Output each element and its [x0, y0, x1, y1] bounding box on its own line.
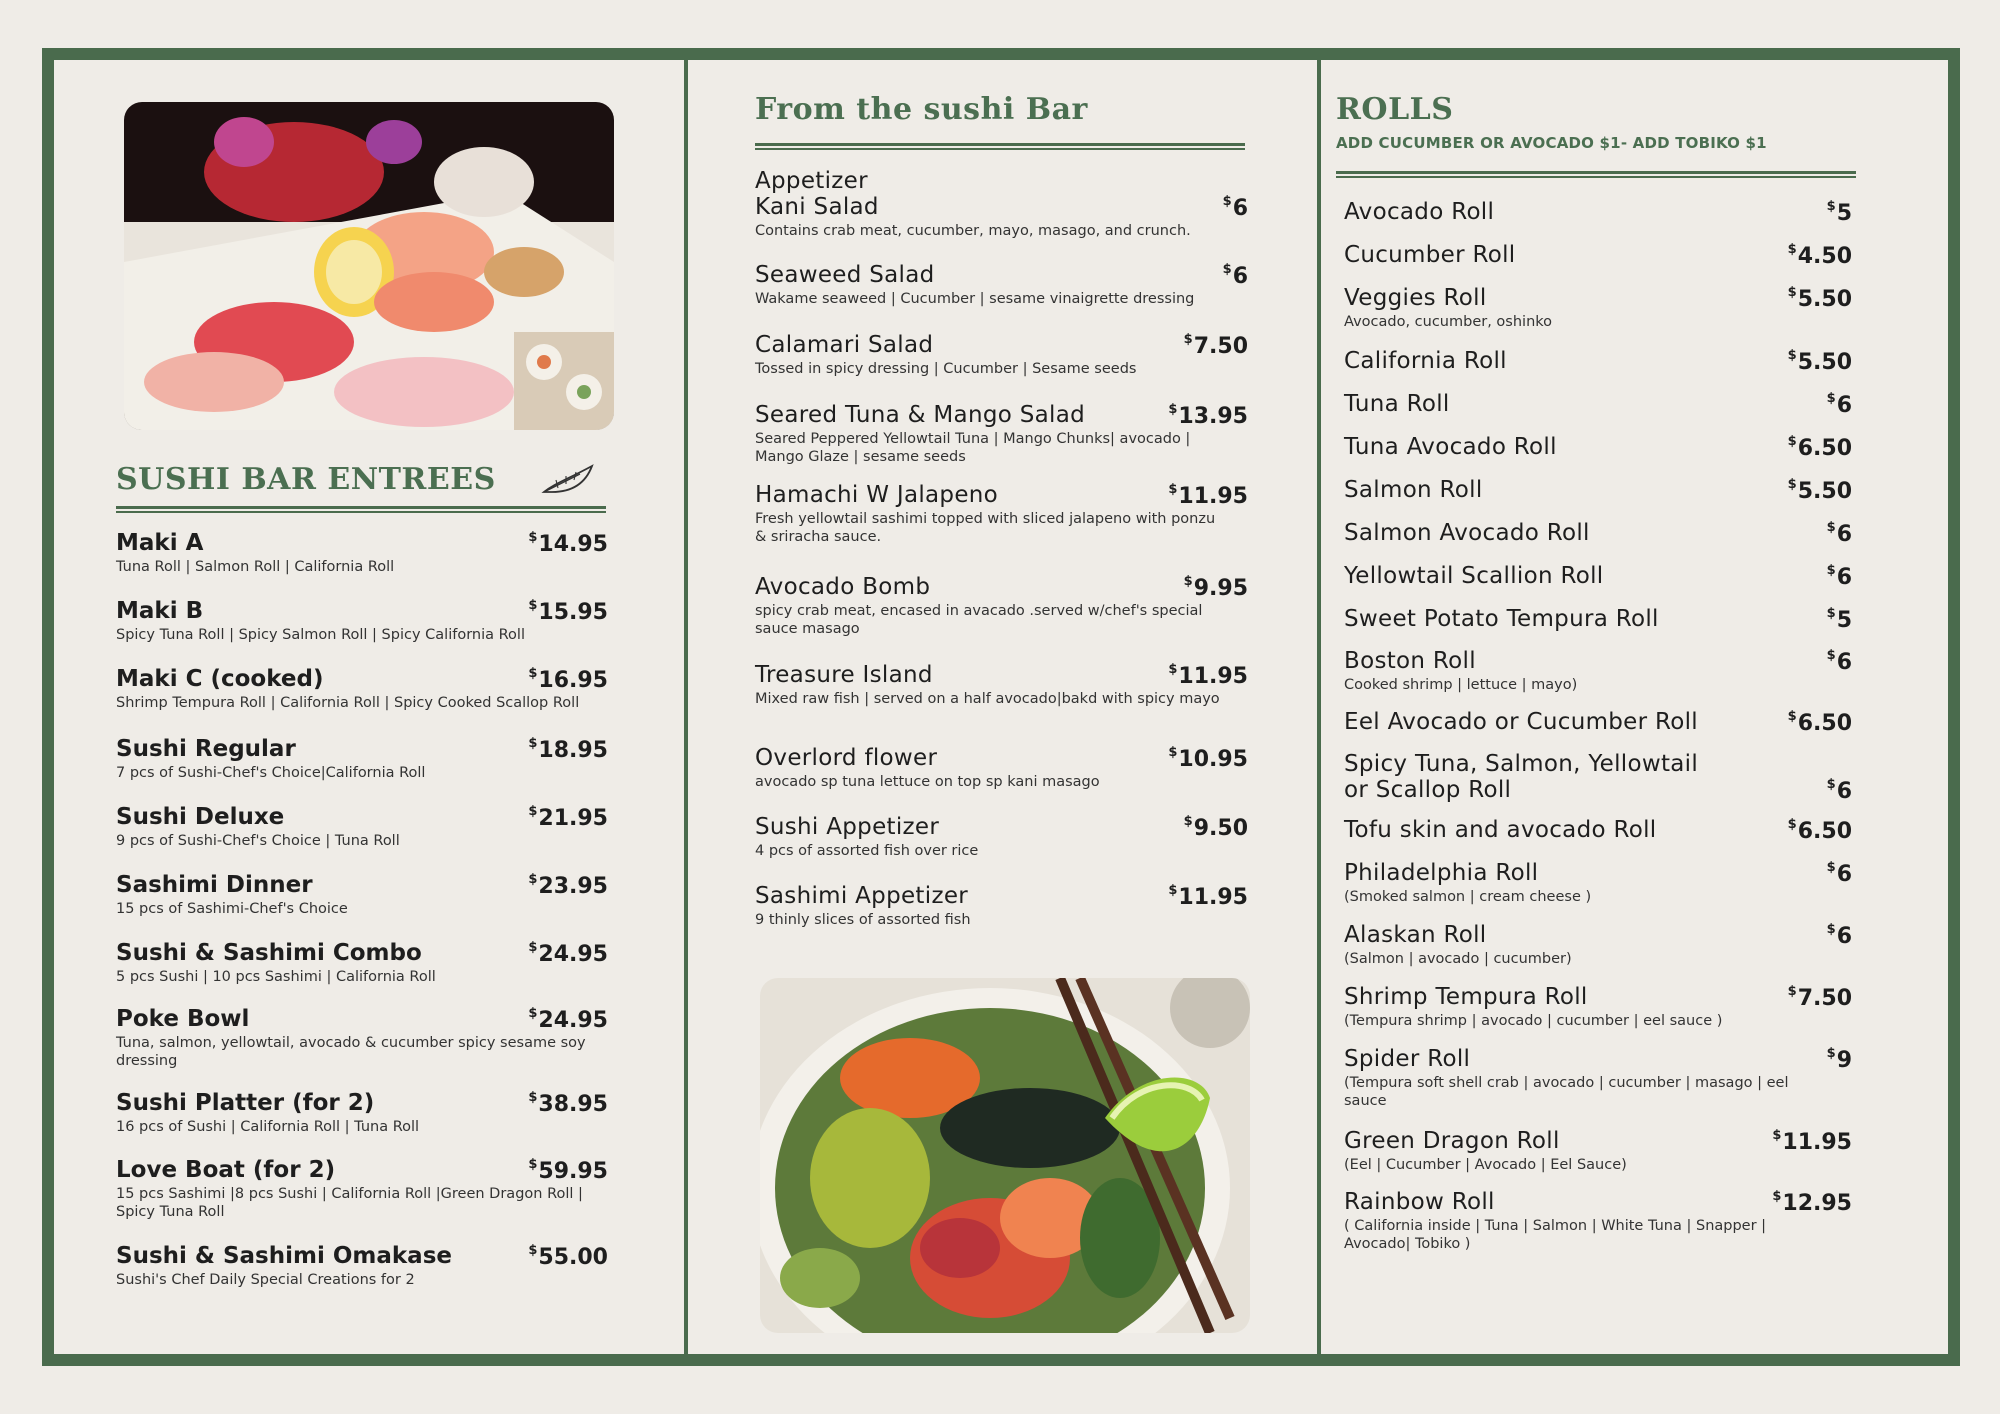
menu-item-description: Mixed raw fish | served on a half avocado|bakd with spicy mayo: [755, 691, 1220, 707]
dollar-sign: $: [1168, 402, 1178, 417]
menu-item: [1344, 520, 1814, 546]
menu-item-description: 9 thinly slices of assorted fish: [755, 912, 971, 928]
dollar-sign: $: [1826, 1046, 1836, 1061]
menu-item-name: Rainbow Roll: [1344, 1189, 1495, 1215]
menu-item: [1344, 199, 1814, 225]
menu-item-description: Shrimp Tempura Roll | California Roll | Spicy Cooked Scallop Roll: [116, 695, 580, 711]
menu-item-name: Maki C (cooked): [116, 666, 324, 692]
menu-item-name: Sushi Regular: [116, 736, 296, 762]
dollar-sign: $: [1787, 242, 1797, 257]
dollar-sign: $: [1787, 477, 1797, 492]
sushi-bar-heading: From the sushi Bar: [755, 92, 1088, 127]
menu-item-description: Contains crab meat, cucumber, mayo, masago, and crunch.: [755, 223, 1191, 239]
menu-item-name: Spider Roll: [1344, 1046, 1471, 1072]
price-amount: 6: [1836, 393, 1852, 418]
menu-item-name: Seaweed Salad: [755, 262, 935, 288]
menu-item: [1344, 648, 1814, 694]
menu-item-description: spicy crab meat, encased in avacado .served w/chef's special sauce masago: [755, 603, 1203, 637]
dollar-sign: $: [1787, 984, 1797, 999]
menu-item-price: [1827, 565, 1852, 590]
dollar-sign: $: [528, 872, 538, 887]
menu-item-price: [1788, 819, 1852, 844]
menu-item-price: [1827, 650, 1852, 675]
dollar-sign: $: [1168, 883, 1178, 898]
price-amount: 9.95: [1193, 576, 1248, 601]
menu-item-name: Love Boat (for 2): [116, 1157, 336, 1183]
dollar-sign: $: [1826, 777, 1836, 792]
menu-item: [1344, 391, 1814, 417]
price-amount: 7.50: [1193, 334, 1248, 359]
price-amount: 6: [1232, 196, 1248, 221]
dollar-sign: $: [1826, 922, 1836, 937]
menu-item-description: Spicy Tuna Roll | Spicy Salmon Roll | Spicy California Roll: [116, 627, 525, 643]
menu-item: [755, 332, 1225, 378]
dollar-sign: $: [1787, 348, 1797, 363]
menu-item-description: (Tempura soft shell crab | avocado | cucumber | masago | eel sauce: [1344, 1075, 1789, 1109]
menu-item-name: Tuna Roll: [1344, 391, 1450, 417]
menu-item: [1344, 563, 1814, 589]
menu-item-name: Treasure Island: [755, 662, 933, 688]
dollar-sign: $: [528, 598, 538, 613]
menu-item-price: [1788, 287, 1852, 312]
menu-item-description: avocado sp tuna lettuce on top sp kani masago: [755, 774, 1100, 790]
menu-item-price: [1223, 196, 1248, 221]
menu-item: [116, 1157, 586, 1221]
menu-item-price: [1827, 522, 1852, 547]
dollar-sign: $: [528, 1243, 538, 1258]
price-amount: 14.95: [538, 532, 608, 557]
menu-item-name: Tuna Avocado Roll: [1344, 434, 1557, 460]
price-amount: 9.50: [1193, 816, 1248, 841]
price-amount: 5.50: [1797, 479, 1852, 504]
price-amount: 12.95: [1782, 1191, 1852, 1216]
menu-item: [755, 574, 1225, 638]
dollar-sign: $: [528, 530, 538, 545]
menu-item-price: [1223, 264, 1248, 289]
menu-item-name: Appetizer Kani Salad: [755, 168, 879, 220]
menu-item-price: [1827, 862, 1852, 887]
menu-item: [116, 1243, 586, 1289]
menu-item-price: [1827, 779, 1852, 804]
menu-item: [116, 804, 586, 850]
menu-item-name: Philadelphia Roll: [1344, 860, 1539, 886]
menu-item-name: Sashimi Appetizer: [755, 883, 969, 909]
price-amount: 7.50: [1797, 986, 1852, 1011]
dollar-sign: $: [1772, 1189, 1782, 1204]
price-amount: 24.95: [538, 1008, 608, 1033]
menu-item-price: [528, 1092, 608, 1117]
menu-item-price: [1788, 986, 1852, 1011]
menu-item: [755, 883, 1225, 929]
dollar-sign: $: [1222, 194, 1232, 209]
price-amount: 4.50: [1797, 244, 1852, 269]
price-amount: 15.95: [538, 600, 608, 625]
menu-item: [116, 872, 586, 918]
menu-item-price: [1168, 664, 1248, 689]
menu-item-description: 15 pcs of Sashimi-Chef's Choice: [116, 901, 348, 917]
menu-item-price: [1168, 484, 1248, 509]
menu-item-name: Sushi Platter (for 2): [116, 1090, 375, 1116]
price-amount: 18.95: [538, 738, 608, 763]
menu-item-price: [528, 874, 608, 899]
menu-item: [116, 598, 586, 644]
menu-item-description: (Eel | Cucumber | Avocado | Eel Sauce): [1344, 1157, 1627, 1173]
price-amount: 16.95: [538, 668, 608, 693]
menu-item-name: Calamari Salad: [755, 332, 934, 358]
leaf-icon: [540, 462, 596, 500]
entrees-heading-rule: [116, 506, 606, 513]
menu-item-price: [1827, 1048, 1852, 1073]
dollar-sign: $: [528, 666, 538, 681]
menu-item-name: Sushi & Sashimi Omakase: [116, 1243, 452, 1269]
price-amount: 6: [1836, 650, 1852, 675]
menu-item-name: Overlord flower: [755, 745, 938, 771]
price-amount: 10.95: [1178, 747, 1248, 772]
price-amount: 11.95: [1178, 664, 1248, 689]
menu-item: [116, 530, 586, 576]
menu-item-description: 4 pcs of assorted fish over rice: [755, 843, 979, 859]
menu-item-name: Maki B: [116, 598, 204, 624]
price-amount: 6: [1232, 264, 1248, 289]
menu-item-name: Green Dragon Roll: [1344, 1128, 1560, 1154]
dollar-sign: $: [1826, 648, 1836, 663]
menu-item-price: [528, 806, 608, 831]
menu-item: [1344, 751, 1814, 803]
column-divider-left: [684, 60, 688, 1355]
price-amount: 6: [1836, 862, 1852, 887]
menu-item-price: [528, 1008, 608, 1033]
menu-item-name: Shrimp Tempura Roll: [1344, 984, 1588, 1010]
dollar-sign: $: [1168, 745, 1178, 760]
sushi-bar-entrees-heading: SUSHI BAR ENTREES: [116, 462, 496, 497]
menu-item-price: [528, 942, 608, 967]
menu-item-price: [1788, 479, 1852, 504]
menu-item-price: [1788, 244, 1852, 269]
price-amount: 24.95: [538, 942, 608, 967]
price-amount: 9: [1836, 1048, 1852, 1073]
menu-item-name: Avocado Bomb: [755, 574, 931, 600]
menu-item: [116, 666, 586, 712]
menu-item-description: Avocado, cucumber, oshinko: [1344, 314, 1553, 330]
price-amount: 6: [1836, 779, 1852, 804]
menu-item-name: Maki A: [116, 530, 204, 556]
menu-item-name: Sushi Deluxe: [116, 804, 285, 830]
menu-item: [1344, 1189, 1814, 1253]
menu-item-price: [1788, 711, 1852, 736]
menu-item-name: Cucumber Roll: [1344, 242, 1516, 268]
menu-item-name: Tofu skin and avocado Roll: [1344, 817, 1657, 843]
price-amount: 6: [1836, 565, 1852, 590]
dollar-sign: $: [528, 940, 538, 955]
menu-item: [1344, 817, 1814, 843]
menu-item: [1344, 860, 1814, 906]
menu-item-name: Sushi Appetizer: [755, 814, 940, 840]
menu-item: [116, 1006, 586, 1070]
price-amount: 6.50: [1797, 819, 1852, 844]
menu-item: [755, 168, 1225, 240]
menu-item-price: [1184, 816, 1248, 841]
dollar-sign: $: [1826, 563, 1836, 578]
dollar-sign: $: [1826, 391, 1836, 406]
poke-bowl-image: [760, 978, 1250, 1333]
menu-item-price: [1184, 334, 1248, 359]
price-amount: 11.95: [1178, 484, 1248, 509]
menu-item-price: [528, 600, 608, 625]
menu-item: [1344, 606, 1814, 632]
dollar-sign: $: [528, 1006, 538, 1021]
dollar-sign: $: [1826, 606, 1836, 621]
menu-item-name: Salmon Avocado Roll: [1344, 520, 1590, 546]
menu-item: [755, 262, 1225, 308]
dollar-sign: $: [1772, 1128, 1782, 1143]
menu-item: [116, 940, 586, 986]
dollar-sign: $: [1787, 285, 1797, 300]
menu-item-price: [1168, 885, 1248, 910]
menu-item-description: (Tempura shrimp | avocado | cucumber | eel sauce ): [1344, 1013, 1723, 1029]
menu-item-description: Seared Peppered Yellowtail Tuna | Mango Chunks| avocado | Mango Glaze | sesame seeds: [755, 431, 1191, 465]
menu-item: [1344, 477, 1814, 503]
menu-item-price: [1788, 350, 1852, 375]
dollar-sign: $: [1826, 199, 1836, 214]
menu-item-name: Avocado Roll: [1344, 199, 1495, 225]
dollar-sign: $: [528, 736, 538, 751]
price-amount: 5: [1836, 608, 1852, 633]
price-amount: 5: [1836, 201, 1852, 226]
menu-item: [1344, 285, 1814, 331]
menu-item-name: Boston Roll: [1344, 648, 1476, 674]
price-amount: 38.95: [538, 1092, 608, 1117]
menu-item-name: Yellowtail Scallion Roll: [1344, 563, 1604, 589]
menu-item-description: 9 pcs of Sushi-Chef's Choice | Tuna Roll: [116, 833, 400, 849]
dollar-sign: $: [1183, 814, 1193, 829]
menu-item-name: Salmon Roll: [1344, 477, 1483, 503]
menu-item: [116, 1090, 586, 1136]
price-amount: 11.95: [1782, 1130, 1852, 1155]
menu-item-name: Sashimi Dinner: [116, 872, 313, 898]
menu-item-price: [528, 532, 608, 557]
sashimi-platter-image: [124, 102, 614, 430]
menu-item-description: (Salmon | avocado | cucumber): [1344, 951, 1572, 967]
menu-item: [1344, 922, 1814, 968]
menu-item-price: [528, 668, 608, 693]
dollar-sign: $: [528, 1157, 538, 1172]
menu-item-price: [1184, 576, 1248, 601]
menu-item: [1344, 709, 1814, 735]
menu-item: [1344, 1046, 1814, 1110]
dollar-sign: $: [1787, 434, 1797, 449]
dollar-sign: $: [528, 1090, 538, 1105]
menu-item-description: 16 pcs of Sushi | California Roll | Tuna Roll: [116, 1119, 420, 1135]
price-amount: 59.95: [538, 1159, 608, 1184]
menu-item-name: Hamachi W Jalapeno: [755, 482, 999, 508]
menu-item-description: Cooked shrimp | lettuce | mayo): [1344, 677, 1578, 693]
dollar-sign: $: [1787, 817, 1797, 832]
menu-item-price: [1772, 1191, 1852, 1216]
rolls-heading-rule: [1336, 171, 1856, 178]
menu-item-description: (Smoked salmon | cream cheese ): [1344, 889, 1592, 905]
menu-item-price: [1772, 1130, 1852, 1155]
menu-item: [755, 814, 1225, 860]
dollar-sign: $: [1787, 709, 1797, 724]
dollar-sign: $: [1222, 262, 1232, 277]
price-amount: 6.50: [1797, 711, 1852, 736]
price-amount: 6: [1836, 522, 1852, 547]
menu-item-price: [1788, 436, 1852, 461]
menu-item-description: Tossed in spicy dressing | Cucumber | Sesame seeds: [755, 361, 1137, 377]
menu-item-description: Wakame seaweed | Cucumber | sesame vinaigrette dressing: [755, 291, 1195, 307]
menu-item-description: Fresh yellowtail sashimi topped with sliced jalapeno with ponzu & sriracha sauce.: [755, 511, 1216, 545]
dollar-sign: $: [1183, 574, 1193, 589]
menu-item: [1344, 348, 1814, 374]
rolls-addons-note: ADD CUCUMBER OR AVOCADO $1- ADD TOBIKO $1: [1336, 134, 1767, 152]
menu-item-name: Alaskan Roll: [1344, 922, 1487, 948]
price-amount: 6.50: [1797, 436, 1852, 461]
menu-item-description: Tuna, salmon, yellowtail, avocado & cucumber spicy sesame soy dressing: [116, 1035, 586, 1069]
menu-item-description: Tuna Roll | Salmon Roll | California Roll: [116, 559, 395, 575]
price-amount: 11.95: [1178, 885, 1248, 910]
menu-item-name: Poke Bowl: [116, 1006, 250, 1032]
menu-item: [1344, 984, 1814, 1030]
menu-item-price: [1827, 393, 1852, 418]
menu-item: [1344, 434, 1814, 460]
menu-item-price: [1168, 404, 1248, 429]
menu-item-description: 5 pcs Sushi | 10 pcs Sashimi | California Roll: [116, 969, 436, 985]
menu-item-description: 7 pcs of Sushi-Chef's Choice|California Roll: [116, 765, 426, 781]
menu-item-price: [1827, 201, 1852, 226]
price-amount: 5.50: [1797, 350, 1852, 375]
menu-item-description: 15 pcs Sashimi |8 pcs Sushi | California Roll |Green Dragon Roll | Spicy Tuna Roll: [116, 1186, 583, 1220]
menu-item: [1344, 242, 1814, 268]
menu-item-name: Eel Avocado or Cucumber Roll: [1344, 709, 1698, 735]
menu-item-price: [1827, 924, 1852, 949]
menu-item: [755, 662, 1225, 708]
menu-item-name: Veggies Roll: [1344, 285, 1487, 311]
menu-item: [755, 745, 1225, 791]
price-amount: 13.95: [1178, 404, 1248, 429]
price-amount: 23.95: [538, 874, 608, 899]
dollar-sign: $: [528, 804, 538, 819]
rolls-heading: ROLLS: [1336, 92, 1454, 127]
price-amount: 6: [1836, 924, 1852, 949]
dollar-sign: $: [1826, 860, 1836, 875]
price-amount: 21.95: [538, 806, 608, 831]
menu-item: [755, 402, 1225, 466]
menu-item-name: California Roll: [1344, 348, 1507, 374]
dollar-sign: $: [1183, 332, 1193, 347]
menu-item: [116, 736, 586, 782]
menu-item-name: Spicy Tuna, Salmon, Yellowtail or Scallop Roll: [1344, 751, 1699, 803]
sushi-bar-heading-rule: [755, 143, 1245, 150]
menu-item-price: [1168, 747, 1248, 772]
menu-item-description: Sushi's Chef Daily Special Creations for 2: [116, 1272, 415, 1288]
price-amount: 5.50: [1797, 287, 1852, 312]
dollar-sign: $: [1168, 482, 1178, 497]
menu-item-name: Sweet Potato Tempura Roll: [1344, 606, 1659, 632]
price-amount: 55.00: [538, 1245, 608, 1270]
menu-item-price: [528, 1159, 608, 1184]
menu-item-name: Seared Tuna & Mango Salad: [755, 402, 1085, 428]
menu-item-price: [528, 1245, 608, 1270]
menu-item-price: [528, 738, 608, 763]
menu-item-price: [1827, 608, 1852, 633]
menu-item: [755, 482, 1225, 546]
dollar-sign: $: [1826, 520, 1836, 535]
dollar-sign: $: [1168, 662, 1178, 677]
menu-item-description: ( California inside | Tuna | Salmon | White Tuna | Snapper | Avocado| Tobiko ): [1344, 1218, 1767, 1252]
menu-item: [1344, 1128, 1814, 1174]
menu-item-name: Sushi & Sashimi Combo: [116, 940, 422, 966]
column-divider-right: [1317, 60, 1321, 1355]
